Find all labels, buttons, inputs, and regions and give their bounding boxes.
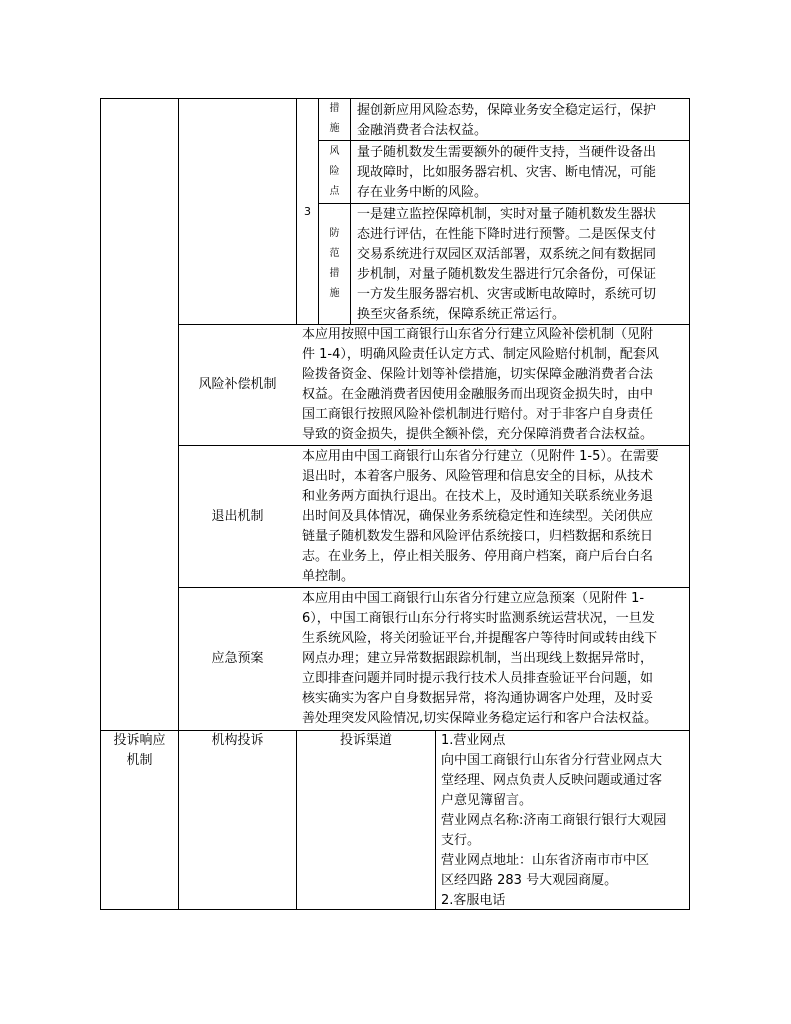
emergency-label: 应急预案 bbox=[211, 651, 264, 666]
compensation-text: 本应用按照中国工商银行山东省分行建立风险补偿机制（见附 件 1-4），明确风险责任认定方式、制定风险赔付机制，配套风 险拨备资金、保险计划等补偿措施，切实保障金融消费者合法 权益。在金融消费者因使用金融服务而出现资金损失时，由中 国工商银行按照风险补偿机制进行赔付。对于非客户自身责任 导致的资金损失，提供全额补偿，充分保障消费者合法权益。 bbox=[302, 327, 659, 442]
column-divider bbox=[296, 730, 297, 910]
risk-point-text: 量子随机数发生需要额外的硬件支持，当硬件设备出 现故障时，比如服务器宕机、灾害、断电情况，可能 存在业务中断的风险。 bbox=[357, 145, 657, 200]
table-top-border bbox=[100, 98, 690, 99]
measure-text: 握创新应用风险态势，保障业务安全稳定运行，保护 金融消费者合法权益。 bbox=[357, 103, 657, 138]
table-left-border bbox=[100, 98, 101, 910]
org-complaint-label: 机构投诉 bbox=[211, 733, 264, 748]
column-divider bbox=[350, 98, 351, 325]
measure-label: 措 施 bbox=[329, 103, 340, 134]
prevention-label: 防 范 措 施 bbox=[329, 228, 340, 299]
row-number: 3 bbox=[304, 204, 311, 218]
table-right-border bbox=[689, 98, 690, 910]
complaint-channel-label: 投诉渠道 bbox=[339, 733, 392, 748]
row-divider bbox=[318, 203, 690, 204]
exit-label: 退出机制 bbox=[211, 508, 264, 524]
risk-point-label: 风 险 点 bbox=[329, 146, 340, 197]
exit-text: 本应用由中国工商银行山东省分行建立（见附件 1-5）。在需要 退出时，本着客户服务、风险管理和信息安全的目标，从技术 和业务两方面执行退出。在技术上，及时通知关联系统业务退 出时间及具体情况，确保业务系统稳定性和连续型。关闭供应 链量子随机数发生器和风险评估系统接口，归档数据和系统日 志。在业务上，停止相关服务、停用商户档案，商户后台白名 单控制。 bbox=[302, 449, 659, 584]
complaint-channel-text: 1.营业网点 向中国工商银行山东省分行营业网点大 堂经理、网点负责人反映问题或通过客 户意见簿留言。 营业网点名称:济南工商银行银行大观园 支行。 营业网点地址：山东省济南市市中区 区经四路 283 号大观园商厦。 2.客服电话 bbox=[441, 733, 667, 908]
column-divider bbox=[435, 730, 436, 910]
compensation-label: 风险补偿机制 bbox=[198, 377, 277, 392]
emergency-text: 本应用由中国工商银行山东省分行建立应急预案（见附件 1- 6），中国工商银行山东分行将实时监测系统运营状况，一旦发 生系统风险，将关闭验证平台,并提醒客户等待时间或转由线下 网点办理；建立异常数据跟踪机制，当出现线上数据异常时， 立即排查问题并同时提示我行技术人员排查验证平台问题，如 核实确实为客户自身数据异常，将沟通协调客户处理，及时妥 善处理突发风险情况,切实保障业务稳定运行和客户合法权益。 bbox=[302, 591, 658, 726]
complaint-section-label: 投诉响应 机制 bbox=[113, 733, 166, 768]
prevention-text: 一是建立监控保障机制，实时对量子随机数发生器状 态进行评估，在性能下降时进行预警。二是医保支付 交易系统进行双园区双活部署，双系统之间有数据同 步机制，对量子随机数发生器进行冗余备份，可保证 一方发生服务器宕机、灾害或断电故障时，系统可切 换至灾备系统，保障系统正常运行。 bbox=[357, 207, 657, 322]
